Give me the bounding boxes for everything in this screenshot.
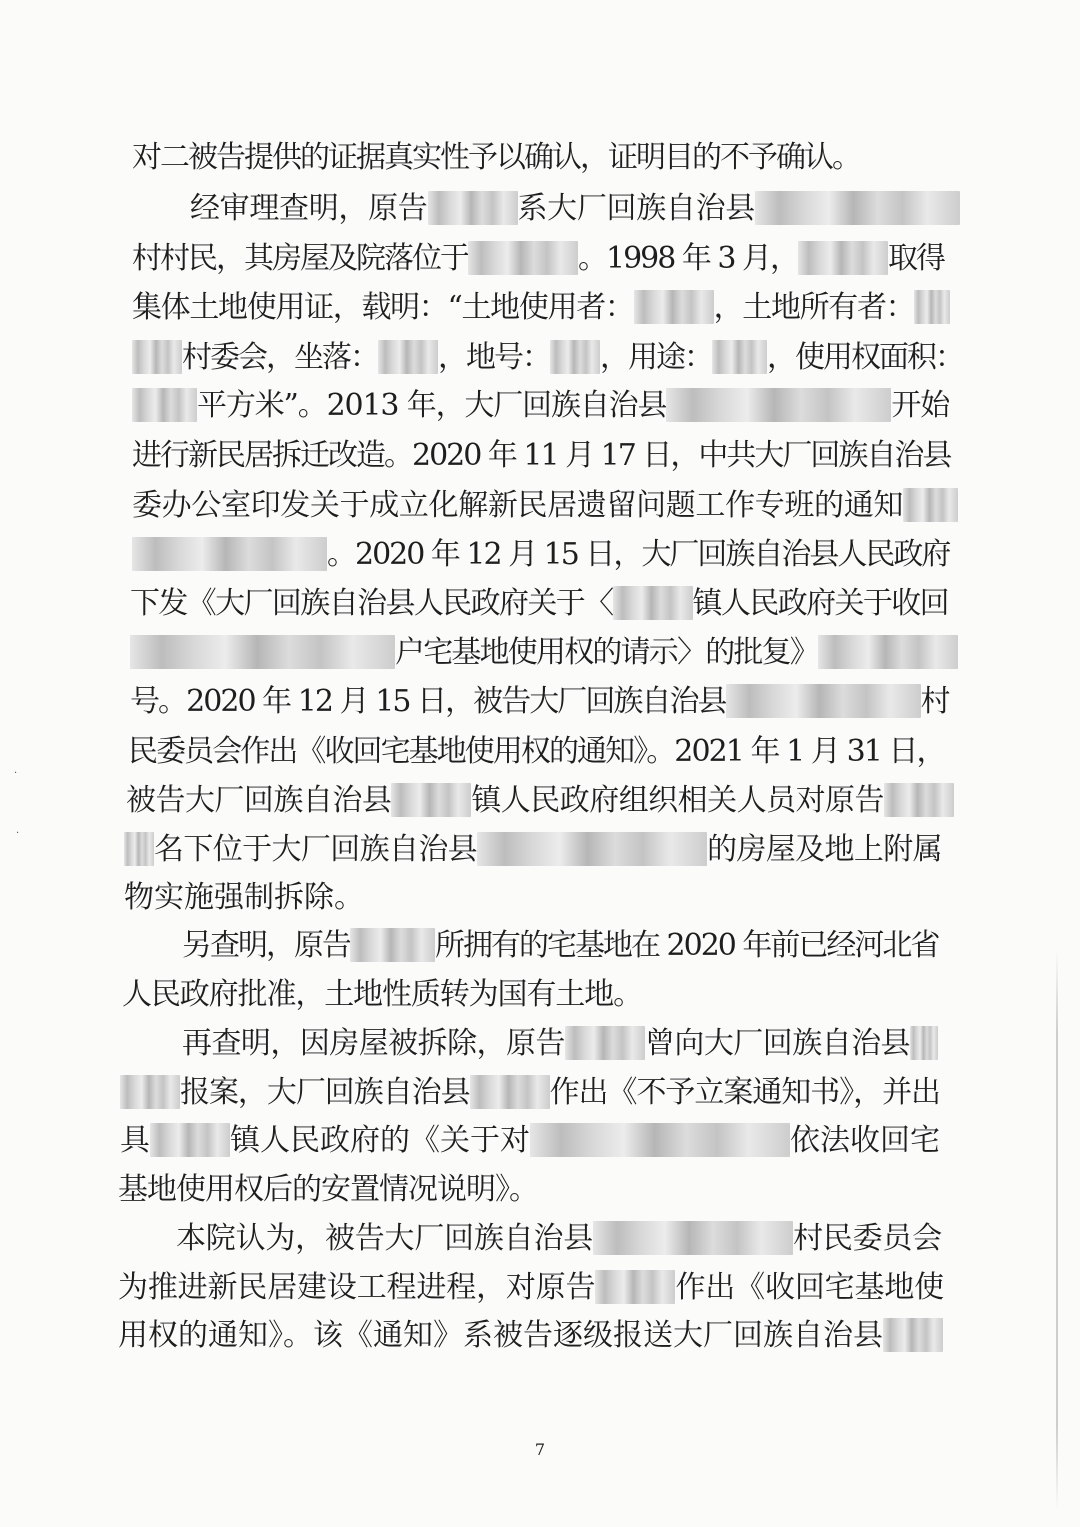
text-segment: 的房屋及地上附属 bbox=[707, 832, 943, 867]
text-segment: 物实施强制拆除。 bbox=[124, 880, 364, 915]
text-line bbox=[118, 1316, 943, 1356]
redaction-blur bbox=[530, 1123, 790, 1157]
text-segment: 委办公室印发关于成立化解新民居遗留问题工作专班的通知 bbox=[132, 488, 903, 523]
text-segment: 下发《大厂回族自治县人民政府关于〈 bbox=[130, 586, 613, 621]
scan-speck: · bbox=[14, 768, 18, 779]
text-segment: 依法收回宅 bbox=[790, 1123, 940, 1158]
redaction-blur bbox=[883, 1318, 943, 1352]
text-line bbox=[130, 682, 949, 722]
scan-speck: · bbox=[16, 828, 20, 839]
redaction-blur bbox=[150, 1123, 230, 1157]
text-segment: 进行新民居拆迁改造。2020 年 11 月 17 日，中共大厂回族自治县 bbox=[132, 438, 951, 473]
redaction-blur bbox=[666, 388, 891, 422]
redaction-blur bbox=[712, 340, 767, 374]
text-line bbox=[130, 584, 948, 624]
text-line bbox=[182, 926, 938, 966]
text-line bbox=[182, 1024, 938, 1064]
text-segment: 报案，大厂回族自治县 bbox=[180, 1075, 470, 1110]
text-segment: 对二被告提供的证据真实性予以确认，证明目的不予确认。 bbox=[132, 140, 860, 175]
text-line bbox=[132, 486, 958, 526]
text-segment: 户宅基地使用权的请示〉的批复》 bbox=[395, 635, 818, 670]
redaction-blur bbox=[884, 783, 954, 817]
text-line bbox=[124, 830, 942, 870]
text-segment: 。2020 年 12 月 15 日，大厂回族自治县人民政府 bbox=[327, 537, 950, 572]
redaction-blur bbox=[798, 241, 888, 275]
text-line bbox=[122, 975, 642, 1015]
redaction-blur bbox=[755, 191, 960, 225]
text-segment: 村 bbox=[920, 684, 949, 719]
redaction-blur bbox=[132, 340, 182, 374]
redaction-blur bbox=[593, 1221, 793, 1255]
text-segment: 基地使用权后的安置情况说明》。 bbox=[118, 1172, 538, 1207]
text-segment: 被告大厂回族自治县 bbox=[126, 783, 392, 818]
text-segment: 用权的通知》。该《通知》系被告逐级报送大厂回族自治县 bbox=[118, 1318, 883, 1353]
redaction-blur bbox=[910, 1026, 938, 1060]
text-segment: 具 bbox=[120, 1123, 150, 1158]
text-segment: 镇人民政府关于收回 bbox=[692, 586, 949, 621]
text-segment: 号。2020 年 12 月 15 日，被告大厂回族自治县 bbox=[130, 684, 726, 719]
text-segment: 所拥有的宅基地在 2020 年前已经河北省 bbox=[435, 928, 939, 963]
redaction-blur bbox=[726, 684, 921, 718]
scan-edge-shadow bbox=[1056, 950, 1058, 1510]
redaction-blur bbox=[391, 783, 471, 817]
text-segment: 民委员会作出《收回宅基地使用权的通知》。2021 年 1 月 31 日， bbox=[128, 734, 945, 769]
redaction-blur bbox=[120, 1075, 180, 1109]
redaction-blur bbox=[595, 1270, 675, 1304]
text-segment: 经审理查明，原告 bbox=[190, 191, 428, 226]
redaction-blur bbox=[613, 586, 693, 620]
redaction-blur bbox=[132, 537, 327, 571]
text-segment: 本院认为，被告大厂回族自治县 bbox=[176, 1221, 594, 1256]
text-segment: 系大厂回族自治县 bbox=[517, 191, 755, 226]
text-segment: 镇人民政府组织相关人员对原告 bbox=[471, 783, 885, 818]
text-segment: 作出《不予立案通知书》，并出 bbox=[549, 1075, 941, 1110]
text-segment: 。1998 年 3 月， bbox=[578, 241, 799, 276]
text-line bbox=[176, 1219, 942, 1259]
text-segment: 村村民，其房屋及院落位于 bbox=[132, 241, 468, 276]
text-line bbox=[190, 189, 960, 229]
page-number: 7 bbox=[534, 1440, 546, 1459]
redaction-blur bbox=[903, 488, 958, 522]
text-line bbox=[120, 1073, 940, 1113]
redaction-blur bbox=[468, 241, 578, 275]
text-line bbox=[132, 386, 949, 426]
text-line bbox=[130, 633, 958, 673]
redaction-blur bbox=[132, 388, 197, 422]
text-line bbox=[128, 732, 945, 772]
text-segment: 作出《收回宅基地使 bbox=[675, 1270, 945, 1305]
text-segment: 人民政府批准，土地性质转为国有土地。 bbox=[122, 977, 642, 1012]
redaction-blur bbox=[565, 1026, 645, 1060]
text-segment: ，用途： bbox=[600, 340, 712, 375]
text-segment: 村民委员会 bbox=[793, 1221, 943, 1256]
text-segment: 名下位于大厂回族自治县 bbox=[154, 832, 478, 867]
text-line bbox=[132, 338, 963, 378]
redaction-blur bbox=[550, 340, 600, 374]
redaction-blur bbox=[634, 290, 714, 324]
redaction-blur bbox=[428, 191, 518, 225]
redaction-blur bbox=[378, 340, 438, 374]
text-line bbox=[118, 1170, 538, 1210]
text-line bbox=[126, 781, 954, 821]
text-line bbox=[120, 1121, 940, 1161]
text-line bbox=[132, 138, 860, 178]
text-segment: ，土地所有者： bbox=[713, 290, 915, 325]
redaction-blur bbox=[914, 290, 950, 324]
text-segment: 曾向大厂回族自治县 bbox=[644, 1026, 911, 1061]
redaction-blur bbox=[130, 635, 395, 669]
text-segment: ，地号： bbox=[438, 340, 550, 375]
redaction-blur bbox=[124, 832, 154, 866]
redaction-blur bbox=[470, 1075, 550, 1109]
text-segment: 另查明，原告 bbox=[182, 928, 350, 963]
text-line bbox=[132, 535, 949, 575]
text-line bbox=[132, 436, 950, 476]
text-line bbox=[124, 878, 364, 918]
text-segment: 村委会，坐落： bbox=[182, 340, 378, 375]
text-segment: 开始 bbox=[891, 388, 950, 423]
redaction-blur bbox=[350, 928, 435, 962]
text-line bbox=[132, 239, 944, 279]
text-line bbox=[118, 1268, 944, 1308]
text-segment: ，使用权面积： bbox=[767, 340, 963, 375]
text-segment: 集体土地使用证，载明：“土地使用者： bbox=[132, 290, 634, 325]
text-segment: 平方米”。2013 年，大厂回族自治县 bbox=[197, 388, 667, 423]
text-segment: 为推进新民居建设工程进程，对原告 bbox=[118, 1270, 596, 1305]
redaction-blur bbox=[818, 635, 958, 669]
text-segment: 再查明，因房屋被拆除，原告 bbox=[182, 1026, 565, 1061]
text-segment: 取得 bbox=[888, 241, 945, 276]
redaction-blur bbox=[477, 832, 707, 866]
text-line bbox=[132, 288, 950, 328]
text-segment: 镇人民政府的《关于对 bbox=[230, 1123, 530, 1158]
